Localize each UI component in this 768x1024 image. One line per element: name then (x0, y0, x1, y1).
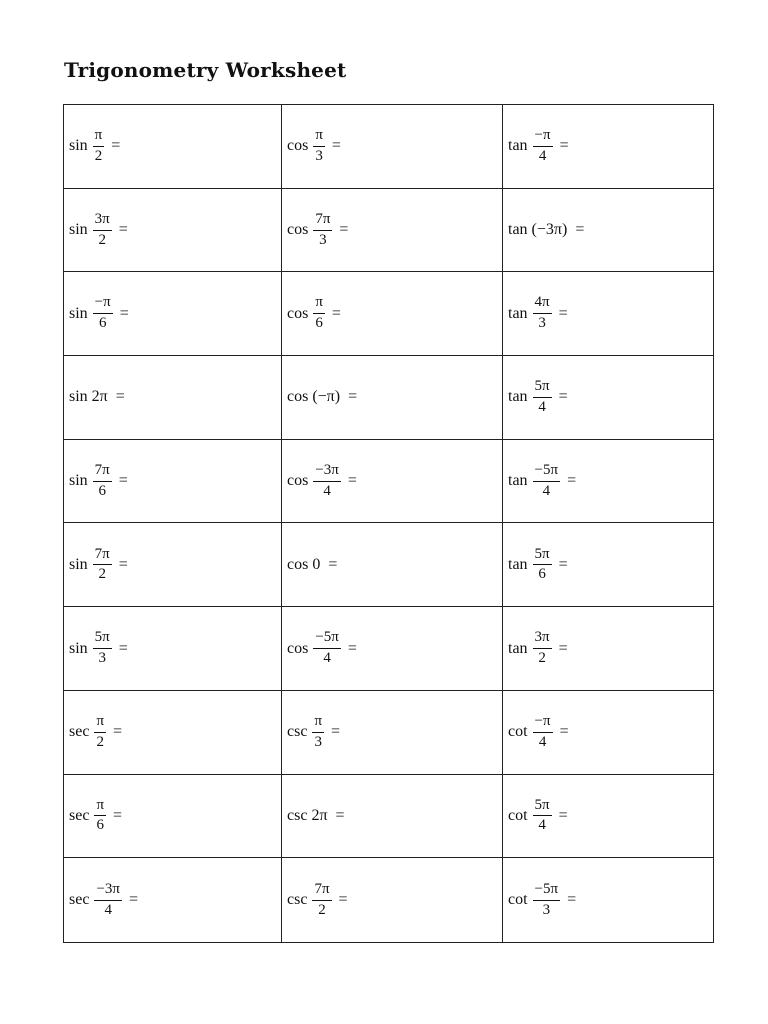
problem-cell (64, 858, 282, 942)
problem-cell (64, 105, 282, 189)
equals-sign: = (111, 137, 121, 155)
fraction (533, 463, 561, 500)
function-name: sin (69, 639, 88, 657)
equals-sign: = (113, 806, 123, 824)
fraction-denominator: 2 (318, 901, 326, 918)
problem-cell (282, 440, 503, 524)
fraction-denominator: 4 (542, 482, 551, 499)
problem-cell (282, 356, 503, 440)
fraction (313, 295, 325, 332)
fraction (94, 714, 106, 751)
fraction-denominator: 3 (538, 315, 546, 332)
function-name: cos (287, 304, 309, 322)
equals-sign: = (118, 472, 128, 490)
fraction (533, 295, 552, 332)
problem-cell (503, 775, 713, 859)
fraction-numerator: 5π (533, 379, 552, 398)
equals-sign: = (119, 304, 129, 322)
fraction-denominator: 4 (323, 482, 331, 499)
equals-sign: = (558, 639, 568, 657)
function-argument: 2π (91, 388, 108, 406)
problem-cell (64, 523, 282, 607)
function-name: cos (287, 472, 309, 490)
fraction-denominator: 3 (98, 650, 106, 667)
function-name: tan (508, 639, 528, 657)
fraction-numerator: −5π (313, 630, 341, 649)
function-name: cot (508, 723, 528, 741)
fraction-numerator: −3π (94, 882, 122, 901)
function-argument: (−3π) (531, 221, 568, 239)
function-name: cot (508, 806, 528, 824)
function-name: cos (287, 221, 309, 239)
function-name: sin (69, 388, 88, 406)
fraction-numerator: π (313, 128, 325, 147)
fraction-numerator: π (94, 798, 106, 817)
worksheet-table (63, 104, 714, 943)
problem-cell (282, 105, 503, 189)
fraction-denominator: 6 (98, 482, 106, 499)
fraction (533, 379, 552, 416)
function-name: sin (69, 137, 88, 155)
fraction-denominator: 2 (96, 733, 104, 750)
fraction (313, 463, 341, 500)
equals-sign: = (558, 555, 568, 573)
fraction (313, 212, 332, 249)
equals-sign: = (339, 221, 349, 239)
equals-sign: = (331, 304, 341, 322)
fraction (313, 630, 341, 667)
problem-cell (282, 775, 503, 859)
fraction-numerator: 7π (93, 463, 112, 482)
fraction-denominator: 3 (314, 733, 322, 750)
function-name: sec (69, 891, 90, 909)
fraction (93, 463, 112, 500)
fraction (533, 882, 561, 919)
equals-sign: = (118, 639, 128, 657)
function-name: csc (287, 891, 308, 909)
fraction-numerator: 5π (93, 630, 112, 649)
problem-cell (64, 691, 282, 775)
fraction-numerator: −π (533, 714, 553, 733)
fraction (93, 630, 112, 667)
fraction (312, 882, 331, 919)
equals-sign: = (559, 723, 569, 741)
equals-sign: = (348, 388, 358, 406)
fraction-numerator: 4π (533, 295, 552, 314)
function-name: tan (508, 221, 528, 239)
equals-sign: = (559, 137, 569, 155)
fraction (94, 882, 122, 919)
problem-cell (282, 607, 503, 691)
function-name: cos (287, 137, 309, 155)
problem-cell (64, 189, 282, 273)
fraction (93, 212, 112, 249)
problem-cell (503, 440, 713, 524)
problem-cell (64, 775, 282, 859)
function-name: tan (508, 137, 528, 155)
fraction-denominator: 3 (542, 901, 551, 918)
fraction-denominator: 6 (96, 817, 104, 834)
problem-cell (503, 189, 713, 273)
fraction-denominator: 4 (104, 901, 112, 918)
fraction-numerator: 3π (533, 630, 552, 649)
equals-sign: = (338, 891, 348, 909)
problem-cell (282, 858, 503, 942)
equals-sign: = (558, 388, 568, 406)
fraction-numerator: −5π (533, 882, 561, 901)
fraction (94, 798, 106, 835)
fraction (93, 128, 105, 165)
equals-sign: = (558, 806, 568, 824)
function-name: sin (69, 472, 88, 490)
fraction-denominator: 4 (538, 147, 547, 164)
fraction-numerator: 7π (313, 212, 332, 231)
fraction-numerator: 5π (533, 547, 552, 566)
fraction (93, 547, 112, 584)
equals-sign: = (575, 221, 585, 239)
page-title: Trigonometry Worksheet (64, 58, 347, 82)
fraction-numerator: −π (93, 295, 113, 314)
problem-cell (503, 523, 713, 607)
fraction (533, 714, 553, 751)
fraction-denominator: 4 (538, 733, 547, 750)
problem-cell (503, 105, 713, 189)
fraction-denominator: 3 (315, 147, 323, 164)
equals-sign: = (331, 137, 341, 155)
fraction-numerator: π (94, 714, 106, 733)
fraction (533, 128, 553, 165)
function-argument: 2π (311, 806, 328, 824)
function-name: tan (508, 388, 528, 406)
equals-sign: = (567, 891, 577, 909)
function-name: tan (508, 555, 528, 573)
function-name: sec (69, 723, 90, 741)
problem-cell (503, 691, 713, 775)
problem-cell (282, 523, 503, 607)
fraction (533, 630, 552, 667)
problem-cell (503, 272, 713, 356)
fraction-denominator: 2 (98, 566, 106, 583)
fraction-denominator: 2 (98, 231, 106, 248)
function-name: sin (69, 304, 88, 322)
equals-sign: = (567, 472, 577, 490)
function-name: tan (508, 472, 528, 490)
fraction-denominator: 6 (98, 315, 107, 332)
function-name: cos (287, 388, 309, 406)
problem-cell (64, 356, 282, 440)
equals-sign: = (347, 639, 357, 657)
problem-cell (282, 272, 503, 356)
fraction-denominator: 2 (94, 147, 103, 164)
fraction-numerator: 5π (533, 798, 552, 817)
function-name: sin (69, 555, 88, 573)
problem-cell (282, 691, 503, 775)
equals-sign: = (118, 221, 128, 239)
fraction-numerator: π (312, 714, 324, 733)
equals-sign: = (113, 723, 123, 741)
equals-sign: = (118, 555, 128, 573)
fraction-numerator: π (93, 128, 105, 147)
fraction-numerator: −5π (533, 463, 561, 482)
fraction (93, 295, 113, 332)
function-name: csc (287, 723, 308, 741)
equals-sign: = (115, 388, 125, 406)
problem-cell (503, 607, 713, 691)
function-name: cos (287, 639, 309, 657)
function-name: sin (69, 221, 88, 239)
fraction-denominator: 4 (323, 650, 331, 667)
fraction-numerator: 7π (93, 547, 112, 566)
fraction-denominator: 2 (538, 650, 546, 667)
problem-cell (503, 858, 713, 942)
fraction (313, 128, 325, 165)
function-argument: 0 (312, 555, 321, 573)
fraction-denominator: 6 (538, 566, 546, 583)
equals-sign: = (347, 472, 357, 490)
equals-sign: = (128, 891, 139, 909)
fraction (533, 798, 552, 835)
equals-sign: = (335, 806, 345, 824)
fraction-numerator: −π (533, 128, 553, 147)
function-name: csc (287, 806, 308, 824)
function-name: cot (508, 891, 528, 909)
fraction (312, 714, 324, 751)
equals-sign: = (328, 555, 338, 573)
problem-cell (64, 607, 282, 691)
function-name: sec (69, 806, 90, 824)
fraction-denominator: 3 (319, 231, 327, 248)
fraction-numerator: 3π (93, 212, 112, 231)
fraction (533, 547, 552, 584)
equals-sign: = (331, 723, 341, 741)
function-argument: (−π) (312, 388, 341, 406)
problem-cell (282, 189, 503, 273)
fraction-denominator: 4 (538, 398, 546, 415)
equals-sign: = (558, 304, 568, 322)
function-name: cos (287, 555, 309, 573)
fraction-numerator: π (313, 295, 325, 314)
problem-cell (64, 440, 282, 524)
problem-cell (64, 272, 282, 356)
fraction-denominator: 4 (538, 817, 546, 834)
fraction-numerator: −3π (313, 463, 341, 482)
problem-cell (503, 356, 713, 440)
fraction-denominator: 6 (315, 315, 323, 332)
function-name: tan (508, 304, 528, 322)
fraction-numerator: 7π (312, 882, 331, 901)
